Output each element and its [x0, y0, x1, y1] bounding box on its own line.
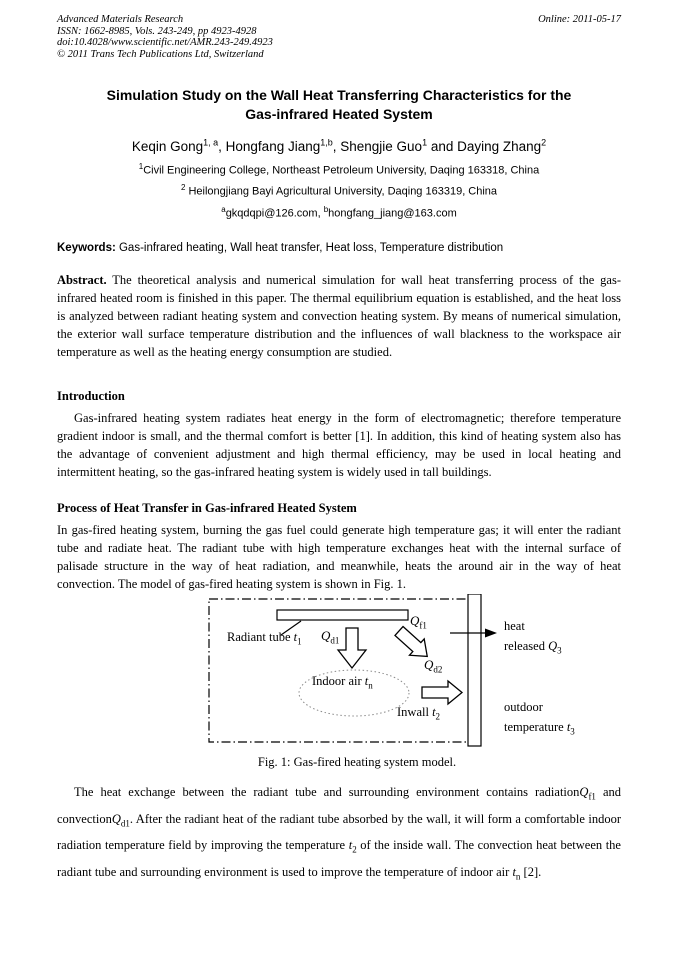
q-f1-label: $Q_{f1}$ — [410, 613, 427, 632]
journal-header — [57, 14, 621, 60]
heat-released-label: heat released $Q_3$ — [504, 619, 562, 656]
author-affiliation-marker: 1,b — [320, 137, 333, 147]
author-affiliation-marker: 2 — [541, 137, 547, 147]
keywords-label: Keywords: — [57, 242, 116, 255]
author: and Daying Zhang$^2$ — [427, 137, 547, 154]
wall-rect — [468, 594, 481, 746]
affiliation-2: $^2$ Heilongjiang Bayi Agricultural University, Daqing 163319, China — [180, 183, 498, 198]
online-date: Online: 2011-05-17 — [538, 14, 621, 25]
section-heading-process: Process of Heat Transfer in Gas-infrared Heated System — [57, 501, 357, 516]
author-affiliation-marker: 1, a — [203, 137, 219, 147]
indoor-air-label: Indoor air $t_n$ — [312, 674, 373, 691]
radiation-down-arrow — [338, 628, 366, 668]
affiliation-1: $^1$Civil Engineering College, Northeast Petroleum University, Daqing 163318, China — [138, 161, 540, 177]
paper-title-line1: Simulation Study on the Wall Heat Transferring Characteristics for the — [106, 87, 572, 103]
paper-title-line2: Gas-infrared Heated System — [245, 106, 433, 122]
journal-name: Advanced Materials Research — [57, 14, 184, 25]
q-d1-label: $Q_{d1}$ — [321, 628, 340, 647]
author: Keqin Gong$^{1, a}$ — [131, 137, 219, 154]
author-emails — [57, 205, 621, 220]
affiliation-marker: 2 — [180, 183, 186, 193]
figure-caption: Fig. 1: Gas-fired heating system model. — [257, 755, 457, 770]
inwall-label: Inwall $t_2$ — [397, 705, 441, 722]
authors-line — [57, 137, 621, 154]
inwall-right-arrow — [422, 681, 462, 704]
section-heading-introduction: Introduction — [57, 389, 125, 404]
author-affiliation-marker: 1 — [422, 137, 428, 147]
author: , Shengjie Guo$^1$ — [332, 137, 428, 154]
radiant-tube-rect — [277, 610, 408, 620]
figure-1 — [0, 594, 678, 752]
issn-line: ISSN: 1662-8985, Vols. 243-249, pp 4923-4928 — [57, 25, 257, 37]
heat-released-arrow-head — [485, 629, 497, 638]
journal-header-left — [57, 14, 273, 60]
abstract-label: Abstract. — [57, 273, 107, 288]
outdoor-temperature-label: outdoor temperature $t_3$ — [504, 700, 575, 737]
email-marker-a: a — [221, 204, 226, 214]
doi-line: doi:10.4028/www.scientific.net/AMR.243-249.4923 — [57, 37, 273, 48]
paper-title — [57, 86, 621, 124]
author: , Hongfang Jiang$^{1,b}$ — [218, 137, 333, 154]
email-marker-b: b — [323, 204, 329, 214]
email-a: gkqdqpi@126.com, — [225, 207, 324, 220]
affiliation-marker: 1 — [138, 161, 144, 171]
introduction-paragraph: Gas-infrared heating system radiates heat energy in the form of electromagnetic; therefore temperature gradient indoor is small, and the thermal comfort is better [1]. In addition, this kind of heating system also has the advantage of convenient adjustment and high thermal efficiency, may be used in local heating and intermittent heating, so the gas-infrared heating system is widely used in tall buildings. — [57, 411, 621, 480]
abstract-text: The theoretical analysis and numerical simulation for wall heat transferring process of the gas-infrared heated room is finished in this paper. The thermal equilibrium equation is established, and the heat loss is analyzed between radiant heating system and convection heating system. By means of numerical simulation, the exterior wall surface temperature distribution and the influences of wall blackness to the workspace air temperature as well as the heating energy consumption are studied. — [57, 273, 621, 360]
figure-canvas — [0, 594, 678, 752]
process-paragraph: In gas-fired heating system, burning the gas fuel could generate high temperature gas; it will enter the radiant tube and radiate heat. The radiant tube with high temperature exchanges heat with the internal surface of palisade structure in the way of heat radiation, and meanwhile, heats the around air in the way of heat convection. The model of gas-fired heating system is shown in Fig. 1. — [57, 523, 621, 592]
radiant-tube-label: Radiant tube $t_1$ — [227, 630, 302, 647]
email-b: hongfang_jiang@163.com — [328, 207, 457, 220]
q-d2-label: $Q_{d2}$ — [424, 657, 443, 676]
keywords-text: Gas-infrared heating, Wall heat transfer, Heat loss, Temperature distribution — [115, 242, 504, 255]
closing-paragraph: The heat exchange between the radiant tube and surrounding environment contains radiationQ$_{f1}$ and convectionQ$_{d1}$. After the radiant heat of the radiant tube absorbed by the wall, it will form a comfortable indoor radiation temperature field by improving the temperature $t_2$ of the inside wall. The convection heat between the radiant tube and surrounding environment is used to improve the temperature of indoor air $t_n$ [2]. — [57, 785, 621, 882]
copyright-line: © 2011 Trans Tech Publications Ltd, Switzerland — [57, 48, 264, 60]
keywords-line — [57, 242, 621, 254]
abstract — [57, 271, 621, 361]
